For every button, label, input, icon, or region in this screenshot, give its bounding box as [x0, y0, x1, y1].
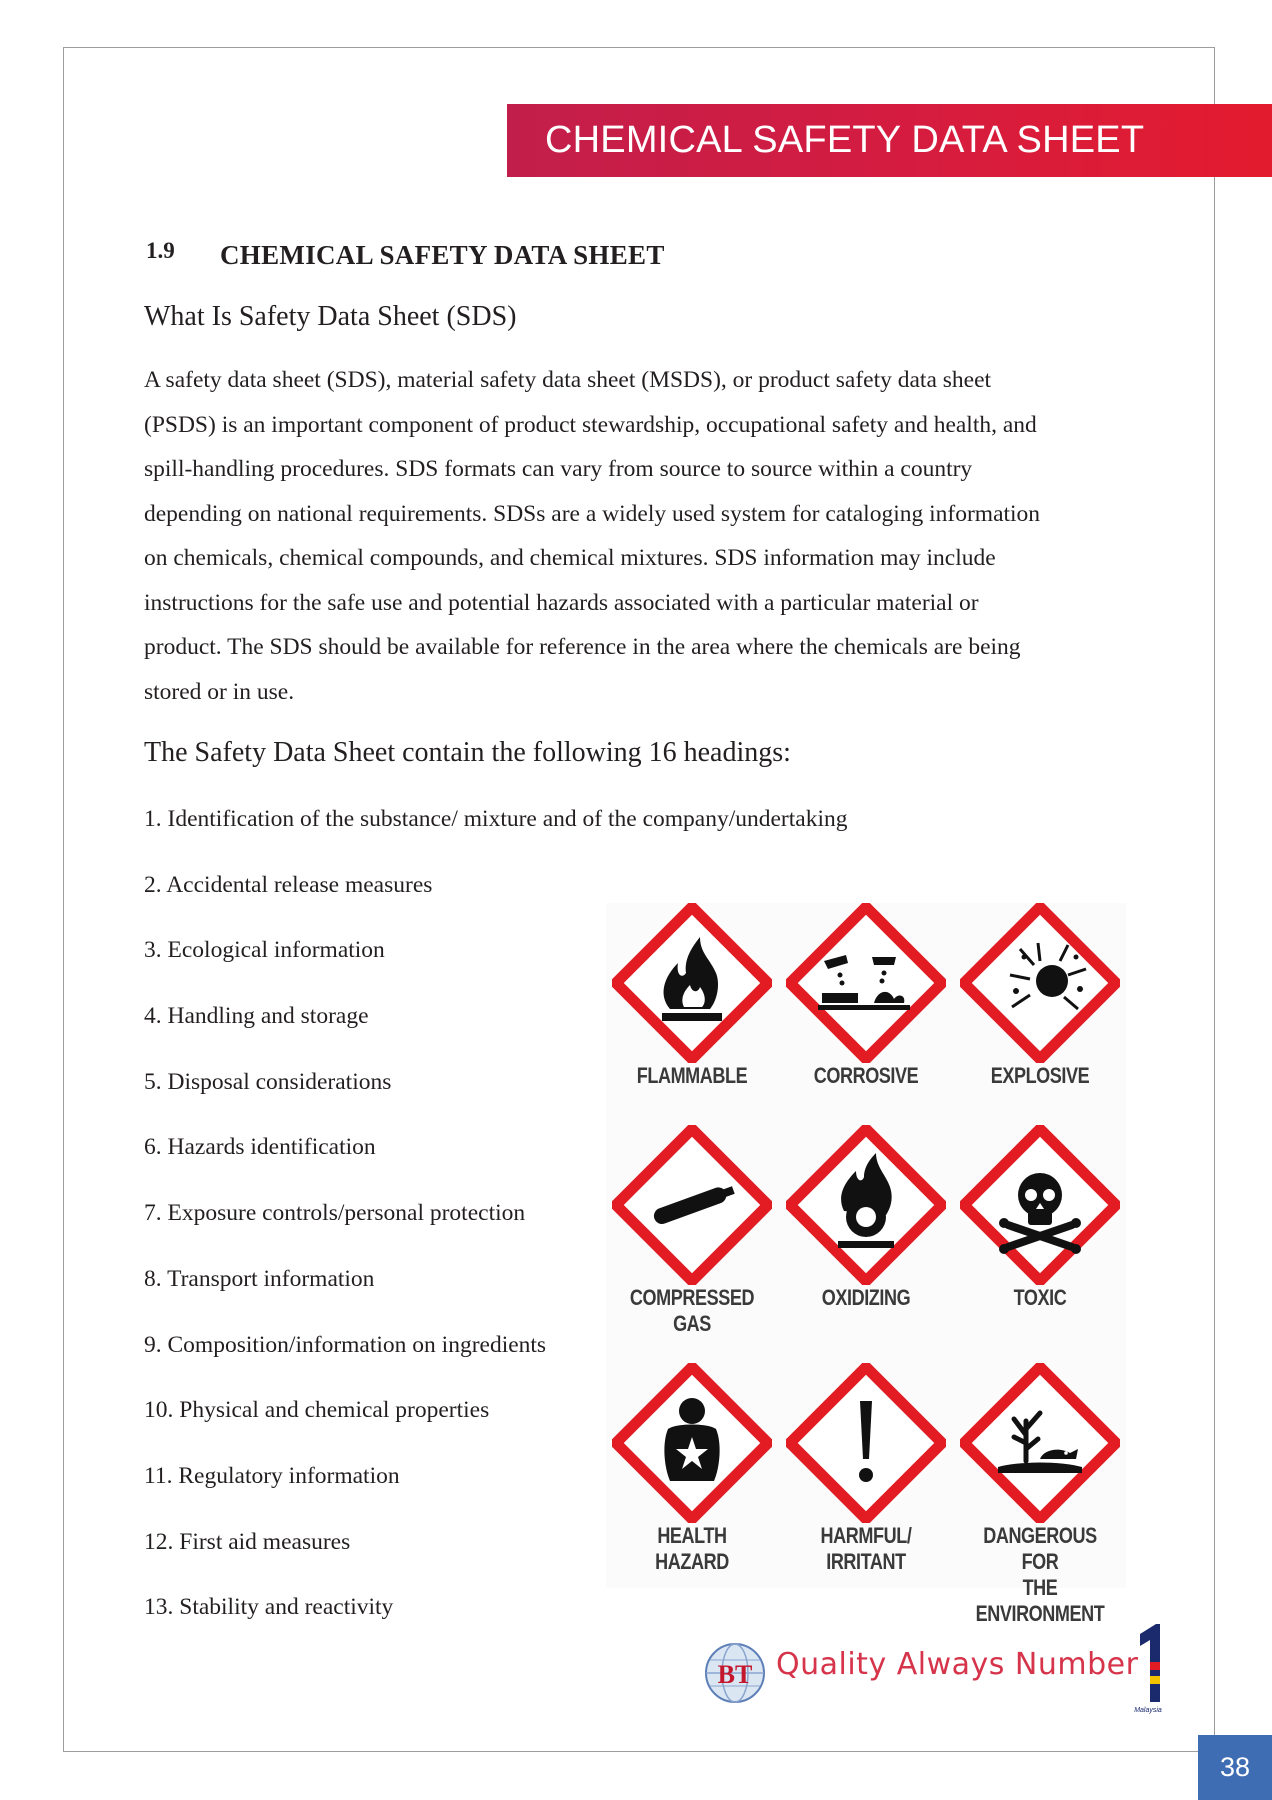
pictogram-environment	[954, 1363, 1126, 1627]
list-item: 8. Transport information	[144, 1265, 375, 1292]
header-banner: CHEMICAL SAFETY DATA SHEET	[507, 104, 1272, 177]
pictogram-oxidizing	[780, 1125, 952, 1311]
list-item: 6. Hazards identification	[144, 1134, 376, 1161]
pictogram-explosive	[954, 903, 1126, 1089]
globe-logo-icon	[704, 1642, 766, 1704]
company-logo	[700, 1622, 1180, 1718]
list-item: 12. First aid measures	[144, 1528, 351, 1555]
pictogram-label: IRRITANT	[826, 1549, 906, 1574]
pictogram-label: GAS	[673, 1311, 711, 1336]
sds-subheading: What Is Safety Data Sheet (SDS)	[144, 301, 517, 332]
pictogram-toxic	[954, 1125, 1126, 1311]
section-title: CHEMICAL SAFETY DATA SHEET	[220, 240, 665, 270]
pictogram-corrosive	[780, 903, 952, 1089]
paragraph-line: instructions for the safe use and potential hazards associated with a particular material or	[144, 589, 979, 616]
pictogram-compressed-gas	[606, 1125, 778, 1337]
list-item: 10. Physical and chemical properties	[144, 1397, 490, 1424]
headings-list-title: The Safety Data Sheet contain the following 16 headings:	[144, 737, 791, 768]
pictogram-label: OXIDIZING	[821, 1285, 911, 1310]
list-item: 9. Composition/information on ingredients	[144, 1331, 547, 1358]
logo-small-text: Malaysia	[1134, 1707, 1162, 1714]
number-one-logo-icon	[1130, 1622, 1170, 1714]
paragraph-line: (PSDS) is an important component of product stewardship, occupational safety and health, and	[144, 411, 1037, 438]
pictogram-flammable	[606, 903, 778, 1089]
section-number: 1.9	[146, 238, 175, 263]
pictogram-label: FLAMMABLE	[636, 1063, 748, 1088]
pictogram-label: HARMFUL/	[820, 1523, 912, 1548]
corrosive-icon	[786, 903, 946, 1063]
paragraph-line: on chemicals, chemical compounds, and chemical mixtures. SDS information may include	[144, 545, 996, 571]
flammable-icon	[612, 903, 772, 1063]
pictogram-label: DANGEROUS FOR	[983, 1523, 1097, 1574]
pictogram-label: CORROSIVE	[813, 1063, 919, 1088]
logo-letters: BT	[717, 1660, 753, 1689]
paragraph-line: product. The SDS should be available for reference in the area where the chemicals are being	[144, 634, 1021, 660]
pictogram-label: HAZARD	[655, 1549, 729, 1574]
pictogram-label: TOXIC	[1013, 1285, 1067, 1310]
compressed-gas-icon	[612, 1125, 772, 1285]
list-item: 2. Accidental release measures	[144, 871, 433, 898]
hazard-pictograms	[606, 903, 1126, 1626]
oxidizing-icon	[786, 1125, 946, 1285]
company-tagline: Quality Always Number	[776, 1647, 1139, 1682]
list-item: 7. Exposure controls/personal protection	[144, 1200, 526, 1227]
list-item: 4. Handling and storage	[144, 1003, 369, 1030]
list-item: 3. Ecological information	[144, 937, 385, 964]
list-item: 13. Stability and reactivity	[144, 1594, 394, 1621]
pictogram-harmful-irritant	[780, 1363, 952, 1575]
pictogram-label: THE ENVIRONMENT	[975, 1575, 1105, 1626]
toxic-icon	[960, 1125, 1120, 1285]
explosive-icon	[960, 903, 1120, 1063]
pictogram-health-hazard	[606, 1363, 778, 1575]
pictogram-label: HEALTH	[657, 1523, 727, 1548]
paragraph-line: depending on national requirements. SDSs are a widely used system for cataloging information	[144, 500, 1041, 527]
pictogram-label: COMPRESSED	[629, 1285, 755, 1310]
health-hazard-icon	[612, 1363, 772, 1523]
harmful-irritant-icon	[786, 1363, 946, 1523]
page-number: 38	[1198, 1735, 1272, 1800]
list-item: 5. Disposal considerations	[144, 1068, 392, 1095]
paragraph-line: spill-handling procedures. SDS formats can vary from source to source within a country	[144, 456, 973, 482]
paragraph-line: stored or in use.	[144, 678, 295, 705]
paragraph-line: A safety data sheet (SDS), material safety data sheet (MSDS), or product safety data sheet	[144, 367, 992, 393]
environment-hazard-icon	[960, 1363, 1120, 1523]
sds-paragraph	[144, 358, 1144, 714]
list-item: 11. Regulatory information	[144, 1462, 400, 1489]
list-item: 1. Identification of the substance/ mixture and of the company/undertaking	[144, 806, 848, 832]
pictogram-label: EXPLOSIVE	[990, 1063, 1090, 1088]
